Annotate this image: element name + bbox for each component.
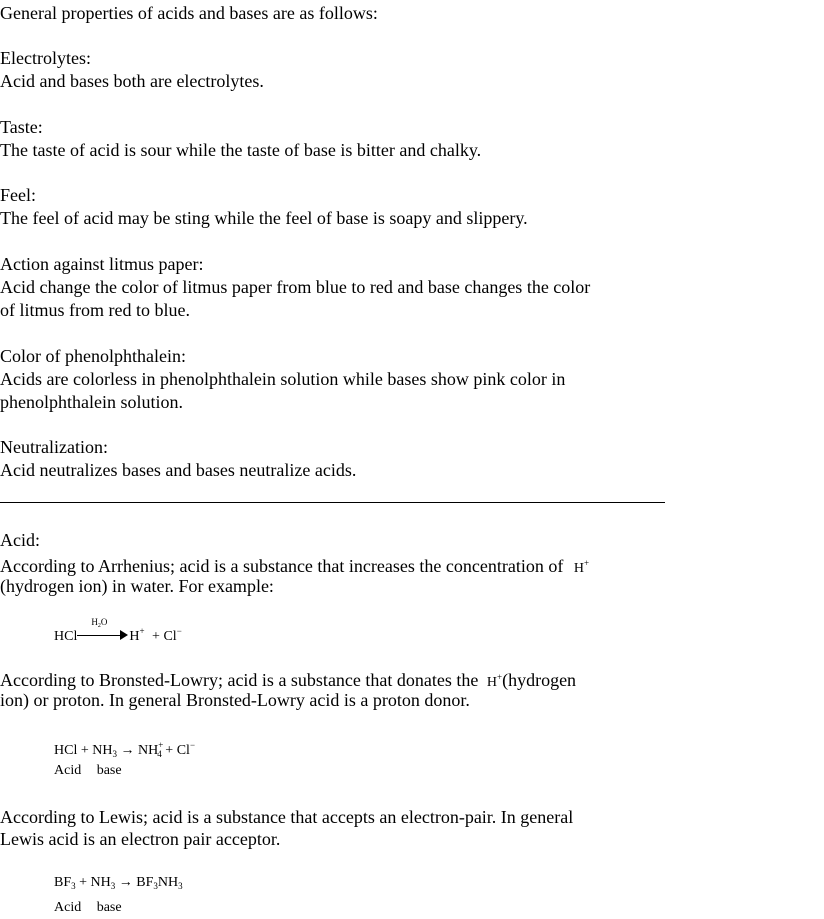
intro-text: General properties of acids and bases are as follows: — [0, 3, 378, 23]
text-litmus-2: of litmus from red to blue. — [0, 300, 190, 320]
text-feel: The feel of acid may be sting while the feel of base is soapy and slippery. — [0, 208, 528, 228]
text-phenolphthalein-2: phenolphthalein solution. — [0, 392, 183, 412]
text-phenolphthalein-1: Acids are colorless in phenolphthalein solution while bases show pink color in — [0, 369, 566, 389]
section-divider — [0, 502, 665, 503]
hydrogen-ion-symbol: H+ — [486, 672, 503, 690]
lewis-line-1: According to Lewis; acid is a substance that accepts an electron-pair. In general — [0, 807, 574, 827]
heading-acid: Acid: — [0, 530, 40, 550]
text-litmus-1: Acid change the color of litmus paper from blue to red and base changes the color — [0, 277, 591, 297]
bronsted-line-1: According to Bronsted-Lowry; acid is a substance that donates the H+(hydrogen — [0, 670, 577, 690]
text-neutralization: Acid neutralizes bases and bases neutralize acids. — [0, 460, 357, 480]
lewis-line-2: Lewis acid is an electron pair acceptor. — [0, 829, 281, 849]
lewis-equation: $BF_3 + NH_3 \to BF_3NH_3$ — [54, 875, 183, 891]
arrhenius-line-2: (hydrogen ion) in water. For example: — [0, 576, 274, 596]
reaction-arrow-icon: → — [120, 743, 135, 758]
arrhenius-equation: HCl $H_2O$ H+ + Cl− — [54, 617, 182, 644]
lewis-labels: Acid base — [54, 900, 122, 915]
heading-taste: Taste: — [0, 117, 43, 137]
heading-electrolytes: Electrolytes: — [0, 48, 91, 68]
bronsted-labels: Acid base — [54, 763, 122, 778]
text-taste: The taste of acid is sour while the taste of base is bitter and chalky. — [0, 140, 482, 160]
heading-neutralization: Neutralization: — [0, 437, 108, 457]
reaction-arrow-icon: $H_2O$ — [77, 627, 129, 641]
heading-phenolphthalein: Color of phenolphthalein: — [0, 346, 186, 366]
text-electrolytes: Acid and bases both are electrolytes. — [0, 71, 264, 91]
reaction-arrow-icon: → — [118, 875, 133, 890]
hydrogen-ion-symbol: H+ — [573, 558, 590, 576]
arrhenius-text: According to Arrhenius; acid is a substance that increases the concentration of — [0, 556, 564, 576]
heading-litmus: Action against litmus paper: — [0, 254, 204, 274]
bronsted-line-2: ion) or proton. In general Bronsted-Lowry acid is a proton donor. — [0, 690, 470, 710]
heading-feel: Feel: — [0, 185, 36, 205]
bronsted-equation: HCl + $NH_3 \to NH^+_4 + Cl^-$ — [54, 740, 196, 759]
